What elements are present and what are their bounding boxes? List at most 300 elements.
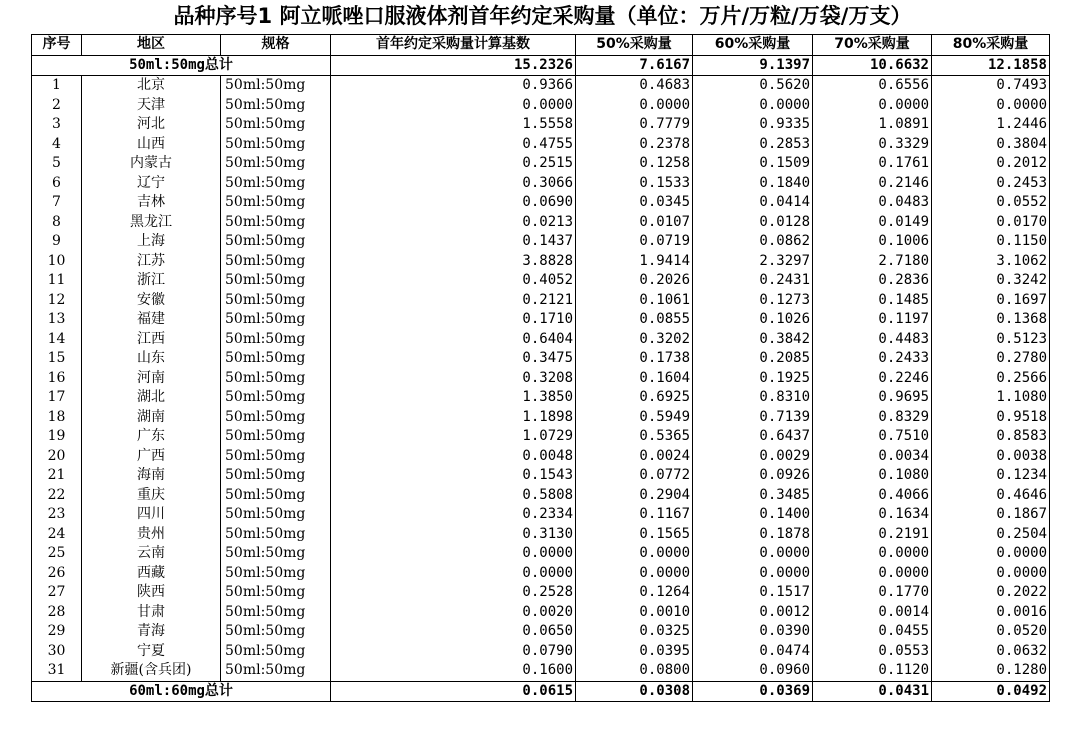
value-cell: 0.1006 <box>813 232 932 252</box>
header-cell: 70%采购量 <box>813 35 932 56</box>
value-cell: 0.2853 <box>693 135 813 155</box>
region-cell: 海南 <box>82 466 221 486</box>
row-number: 20 <box>32 447 82 467</box>
value-cell: 1.2446 <box>932 115 1050 135</box>
subtotal-value: 12.1858 <box>932 55 1050 76</box>
row-number: 13 <box>32 310 82 330</box>
value-cell: 0.0632 <box>932 642 1050 662</box>
value-cell: 0.7493 <box>932 76 1050 96</box>
value-cell: 0.0772 <box>576 466 693 486</box>
value-cell: 0.1517 <box>693 583 813 603</box>
value-cell: 0.1150 <box>932 232 1050 252</box>
row-number: 7 <box>32 193 82 213</box>
region-cell: 重庆 <box>82 486 221 506</box>
value-cell: 0.1925 <box>693 369 813 389</box>
spec-cell: 50ml:50mg <box>221 388 331 408</box>
value-cell: 0.2528 <box>331 583 576 603</box>
value-cell: 1.9414 <box>576 252 693 272</box>
value-cell: 0.4483 <box>813 330 932 350</box>
row-number: 14 <box>32 330 82 350</box>
value-cell: 0.4683 <box>576 76 693 96</box>
table-row <box>32 96 1050 116</box>
value-cell: 0.4755 <box>331 135 576 155</box>
value-cell: 0.0553 <box>813 642 932 662</box>
value-cell: 0.0926 <box>693 466 813 486</box>
value-cell: 3.1062 <box>932 252 1050 272</box>
value-cell: 0.1533 <box>576 174 693 194</box>
table-row <box>32 369 1050 389</box>
header-cell: 规格 <box>221 35 331 56</box>
value-cell: 0.1080 <box>813 466 932 486</box>
value-cell: 0.3208 <box>331 369 576 389</box>
row-number: 26 <box>32 564 82 584</box>
subtotal-row <box>32 681 1050 702</box>
value-cell: 0.0455 <box>813 622 932 642</box>
region-cell: 江苏 <box>82 252 221 272</box>
value-cell: 0.6404 <box>331 330 576 350</box>
subtotal-value: 15.2326 <box>331 55 576 76</box>
procurement-table <box>31 34 1050 702</box>
row-number: 8 <box>32 213 82 233</box>
value-cell: 0.0000 <box>813 564 932 584</box>
header-cell: 地区 <box>82 35 221 56</box>
value-cell: 0.0000 <box>576 96 693 116</box>
row-number: 24 <box>32 525 82 545</box>
value-cell: 0.0960 <box>693 661 813 681</box>
value-cell: 0.0719 <box>576 232 693 252</box>
value-cell: 1.0729 <box>331 427 576 447</box>
table-row <box>32 174 1050 194</box>
value-cell: 0.7139 <box>693 408 813 428</box>
row-number: 23 <box>32 505 82 525</box>
subtotal-value: 0.0615 <box>331 681 576 702</box>
spec-cell: 50ml:50mg <box>221 505 331 525</box>
value-cell: 0.0213 <box>331 213 576 233</box>
value-cell: 0.0012 <box>693 603 813 623</box>
value-cell: 0.8583 <box>932 427 1050 447</box>
spec-cell: 50ml:50mg <box>221 408 331 428</box>
value-cell: 0.3066 <box>331 174 576 194</box>
spec-cell: 50ml:50mg <box>221 232 331 252</box>
value-cell: 0.2121 <box>331 291 576 311</box>
value-cell: 0.1258 <box>576 154 693 174</box>
table-row <box>32 271 1050 291</box>
region-cell: 浙江 <box>82 271 221 291</box>
region-cell: 宁夏 <box>82 642 221 662</box>
region-cell: 山西 <box>82 135 221 155</box>
value-cell: 0.3485 <box>693 486 813 506</box>
value-cell: 0.9518 <box>932 408 1050 428</box>
header-row <box>32 35 1050 56</box>
row-number: 18 <box>32 408 82 428</box>
spec-cell: 50ml:50mg <box>221 252 331 272</box>
table-row <box>32 349 1050 369</box>
value-cell: 0.0048 <box>331 447 576 467</box>
row-number: 1 <box>32 76 82 96</box>
spec-cell: 50ml:50mg <box>221 642 331 662</box>
subtotal-row <box>32 55 1050 76</box>
value-cell: 0.0000 <box>331 544 576 564</box>
value-cell: 0.1738 <box>576 349 693 369</box>
value-cell: 0.3242 <box>932 271 1050 291</box>
value-cell: 0.8310 <box>693 388 813 408</box>
value-cell: 0.1167 <box>576 505 693 525</box>
region-cell: 湖南 <box>82 408 221 428</box>
value-cell: 0.6925 <box>576 388 693 408</box>
value-cell: 0.1600 <box>331 661 576 681</box>
value-cell: 0.2334 <box>331 505 576 525</box>
region-cell: 吉林 <box>82 193 221 213</box>
spec-cell: 50ml:50mg <box>221 603 331 623</box>
value-cell: 0.0000 <box>576 564 693 584</box>
value-cell: 0.5620 <box>693 76 813 96</box>
row-number: 4 <box>32 135 82 155</box>
row-number: 17 <box>32 388 82 408</box>
region-cell: 广东 <box>82 427 221 447</box>
region-cell: 广西 <box>82 447 221 467</box>
value-cell: 0.0000 <box>576 544 693 564</box>
table-row <box>32 232 1050 252</box>
value-cell: 0.3804 <box>932 135 1050 155</box>
table-row <box>32 525 1050 545</box>
value-cell: 0.2515 <box>331 154 576 174</box>
value-cell: 0.0000 <box>932 96 1050 116</box>
value-cell: 0.1061 <box>576 291 693 311</box>
value-cell: 0.9695 <box>813 388 932 408</box>
value-cell: 0.0000 <box>331 96 576 116</box>
value-cell: 0.1026 <box>693 310 813 330</box>
value-cell: 0.7510 <box>813 427 932 447</box>
value-cell: 0.3329 <box>813 135 932 155</box>
spec-cell: 50ml:50mg <box>221 661 331 681</box>
value-cell: 0.0855 <box>576 310 693 330</box>
value-cell: 0.2566 <box>932 369 1050 389</box>
value-cell: 0.0010 <box>576 603 693 623</box>
subtotal-label: 50ml:50mg总计 <box>32 55 331 76</box>
table-row <box>32 388 1050 408</box>
value-cell: 0.1400 <box>693 505 813 525</box>
value-cell: 0.0390 <box>693 622 813 642</box>
spec-cell: 50ml:50mg <box>221 427 331 447</box>
value-cell: 0.0000 <box>932 564 1050 584</box>
spec-cell: 50ml:50mg <box>221 115 331 135</box>
value-cell: 0.2433 <box>813 349 932 369</box>
row-number: 9 <box>32 232 82 252</box>
value-cell: 0.0000 <box>932 544 1050 564</box>
table-row <box>32 642 1050 662</box>
table-row <box>32 544 1050 564</box>
row-number: 10 <box>32 252 82 272</box>
value-cell: 1.1898 <box>331 408 576 428</box>
value-cell: 0.3202 <box>576 330 693 350</box>
region-cell: 内蒙古 <box>82 154 221 174</box>
value-cell: 0.0650 <box>331 622 576 642</box>
value-cell: 0.1770 <box>813 583 932 603</box>
table-row <box>32 661 1050 681</box>
region-cell: 四川 <box>82 505 221 525</box>
value-cell: 0.1867 <box>932 505 1050 525</box>
value-cell: 0.0034 <box>813 447 932 467</box>
value-cell: 0.1197 <box>813 310 932 330</box>
table-row <box>32 622 1050 642</box>
row-number: 12 <box>32 291 82 311</box>
spec-cell: 50ml:50mg <box>221 622 331 642</box>
value-cell: 0.0016 <box>932 603 1050 623</box>
subtotal-value: 0.0431 <box>813 681 932 702</box>
row-number: 3 <box>32 115 82 135</box>
region-cell: 西藏 <box>82 564 221 584</box>
region-cell: 安徽 <box>82 291 221 311</box>
row-number: 22 <box>32 486 82 506</box>
value-cell: 0.0020 <box>331 603 576 623</box>
header-cell: 50%采购量 <box>576 35 693 56</box>
value-cell: 0.2246 <box>813 369 932 389</box>
value-cell: 0.4646 <box>932 486 1050 506</box>
subtotal-value: 7.6167 <box>576 55 693 76</box>
value-cell: 0.1280 <box>932 661 1050 681</box>
value-cell: 0.0790 <box>331 642 576 662</box>
value-cell: 0.0800 <box>576 661 693 681</box>
region-cell: 贵州 <box>82 525 221 545</box>
region-cell: 上海 <box>82 232 221 252</box>
region-cell: 北京 <box>82 76 221 96</box>
table-row <box>32 486 1050 506</box>
subtotal-value: 0.0369 <box>693 681 813 702</box>
value-cell: 0.2022 <box>932 583 1050 603</box>
spec-cell: 50ml:50mg <box>221 330 331 350</box>
value-cell: 0.2085 <box>693 349 813 369</box>
value-cell: 0.9335 <box>693 115 813 135</box>
value-cell: 1.1080 <box>932 388 1050 408</box>
table-row <box>32 330 1050 350</box>
value-cell: 0.2026 <box>576 271 693 291</box>
region-cell: 青海 <box>82 622 221 642</box>
value-cell: 0.9366 <box>331 76 576 96</box>
value-cell: 0.4052 <box>331 271 576 291</box>
value-cell: 1.3850 <box>331 388 576 408</box>
value-cell: 0.0014 <box>813 603 932 623</box>
value-cell: 0.0000 <box>813 544 932 564</box>
spec-cell: 50ml:50mg <box>221 525 331 545</box>
region-cell: 天津 <box>82 96 221 116</box>
value-cell: 0.0325 <box>576 622 693 642</box>
table-row <box>32 427 1050 447</box>
value-cell: 0.1485 <box>813 291 932 311</box>
value-cell: 0.2191 <box>813 525 932 545</box>
row-number: 6 <box>32 174 82 194</box>
row-number: 5 <box>32 154 82 174</box>
spec-cell: 50ml:50mg <box>221 564 331 584</box>
value-cell: 0.0000 <box>813 96 932 116</box>
value-cell: 0.3842 <box>693 330 813 350</box>
value-cell: 0.1565 <box>576 525 693 545</box>
row-number: 30 <box>32 642 82 662</box>
value-cell: 0.1634 <box>813 505 932 525</box>
spec-cell: 50ml:50mg <box>221 271 331 291</box>
value-cell: 0.0474 <box>693 642 813 662</box>
table-row <box>32 193 1050 213</box>
table-row <box>32 115 1050 135</box>
value-cell: 0.0029 <box>693 447 813 467</box>
value-cell: 0.0000 <box>693 564 813 584</box>
value-cell: 0.0414 <box>693 193 813 213</box>
subtotal-value: 0.0492 <box>932 681 1050 702</box>
header-cell: 80%采购量 <box>932 35 1050 56</box>
value-cell: 0.0690 <box>331 193 576 213</box>
subtotal-value: 10.6632 <box>813 55 932 76</box>
value-cell: 0.2431 <box>693 271 813 291</box>
value-cell: 0.5808 <box>331 486 576 506</box>
table-row <box>32 505 1050 525</box>
region-cell: 河南 <box>82 369 221 389</box>
header-cell: 序号 <box>32 35 82 56</box>
spec-cell: 50ml:50mg <box>221 154 331 174</box>
spec-cell: 50ml:50mg <box>221 369 331 389</box>
spec-cell: 50ml:50mg <box>221 174 331 194</box>
table-row <box>32 135 1050 155</box>
value-cell: 2.7180 <box>813 252 932 272</box>
value-cell: 0.6556 <box>813 76 932 96</box>
value-cell: 0.1543 <box>331 466 576 486</box>
spec-cell: 50ml:50mg <box>221 96 331 116</box>
spec-cell: 50ml:50mg <box>221 544 331 564</box>
row-number: 28 <box>32 603 82 623</box>
region-cell: 新疆(含兵团) <box>82 661 221 681</box>
subtotal-value: 0.0308 <box>576 681 693 702</box>
header-cell: 首年约定采购量计算基数 <box>331 35 576 56</box>
table-row <box>32 466 1050 486</box>
row-number: 2 <box>32 96 82 116</box>
table-row <box>32 408 1050 428</box>
region-cell: 福建 <box>82 310 221 330</box>
page-title: 品种序号1 阿立哌唑口服液体剂首年约定采购量（单位：万片/万粒/万袋/万支） <box>173 4 912 28</box>
region-cell: 江西 <box>82 330 221 350</box>
value-cell: 1.0891 <box>813 115 932 135</box>
value-cell: 0.1437 <box>331 232 576 252</box>
value-cell: 0.3475 <box>331 349 576 369</box>
value-cell: 0.1878 <box>693 525 813 545</box>
header-cell: 60%采购量 <box>693 35 813 56</box>
spec-cell: 50ml:50mg <box>221 310 331 330</box>
value-cell: 0.0552 <box>932 193 1050 213</box>
table-row <box>32 447 1050 467</box>
value-cell: 0.1234 <box>932 466 1050 486</box>
subtotal-label: 60ml:60mg总计 <box>32 681 331 702</box>
value-cell: 0.1697 <box>932 291 1050 311</box>
value-cell: 0.0000 <box>693 96 813 116</box>
region-cell: 湖北 <box>82 388 221 408</box>
spec-cell: 50ml:50mg <box>221 193 331 213</box>
table-row <box>32 310 1050 330</box>
value-cell: 0.5365 <box>576 427 693 447</box>
table-row <box>32 603 1050 623</box>
value-cell: 0.8329 <box>813 408 932 428</box>
value-cell: 0.1604 <box>576 369 693 389</box>
spec-cell: 50ml:50mg <box>221 486 331 506</box>
value-cell: 0.1509 <box>693 154 813 174</box>
value-cell: 0.1710 <box>331 310 576 330</box>
table-row <box>32 291 1050 311</box>
value-cell: 0.1761 <box>813 154 932 174</box>
value-cell: 0.0149 <box>813 213 932 233</box>
spec-cell: 50ml:50mg <box>221 466 331 486</box>
value-cell: 0.2453 <box>932 174 1050 194</box>
region-cell: 甘肃 <box>82 603 221 623</box>
spec-cell: 50ml:50mg <box>221 349 331 369</box>
value-cell: 0.0128 <box>693 213 813 233</box>
row-number: 15 <box>32 349 82 369</box>
value-cell: 0.0520 <box>932 622 1050 642</box>
value-cell: 0.2012 <box>932 154 1050 174</box>
value-cell: 0.5949 <box>576 408 693 428</box>
row-number: 21 <box>32 466 82 486</box>
table-row <box>32 213 1050 233</box>
value-cell: 0.1368 <box>932 310 1050 330</box>
table-row <box>32 583 1050 603</box>
value-cell: 0.1840 <box>693 174 813 194</box>
table-row <box>32 252 1050 272</box>
value-cell: 0.5123 <box>932 330 1050 350</box>
row-number: 31 <box>32 661 82 681</box>
region-cell: 河北 <box>82 115 221 135</box>
region-cell: 陕西 <box>82 583 221 603</box>
value-cell: 0.0107 <box>576 213 693 233</box>
value-cell: 1.5558 <box>331 115 576 135</box>
table-row <box>32 564 1050 584</box>
spec-cell: 50ml:50mg <box>221 447 331 467</box>
region-cell: 黑龙江 <box>82 213 221 233</box>
region-cell: 山东 <box>82 349 221 369</box>
value-cell: 0.0345 <box>576 193 693 213</box>
value-cell: 0.0024 <box>576 447 693 467</box>
value-cell: 0.1120 <box>813 661 932 681</box>
spec-cell: 50ml:50mg <box>221 135 331 155</box>
value-cell: 0.1273 <box>693 291 813 311</box>
row-number: 16 <box>32 369 82 389</box>
value-cell: 0.1264 <box>576 583 693 603</box>
spec-cell: 50ml:50mg <box>221 291 331 311</box>
value-cell: 0.4066 <box>813 486 932 506</box>
row-number: 11 <box>32 271 82 291</box>
value-cell: 0.2780 <box>932 349 1050 369</box>
value-cell: 0.2504 <box>932 525 1050 545</box>
value-cell: 0.0170 <box>932 213 1050 233</box>
spec-cell: 50ml:50mg <box>221 213 331 233</box>
table-row <box>32 154 1050 174</box>
value-cell: 0.2836 <box>813 271 932 291</box>
value-cell: 3.8828 <box>331 252 576 272</box>
subtotal-value: 9.1397 <box>693 55 813 76</box>
region-cell: 云南 <box>82 544 221 564</box>
value-cell: 0.3130 <box>331 525 576 545</box>
value-cell: 0.0483 <box>813 193 932 213</box>
value-cell: 0.6437 <box>693 427 813 447</box>
row-number: 29 <box>32 622 82 642</box>
value-cell: 0.2904 <box>576 486 693 506</box>
value-cell: 0.2378 <box>576 135 693 155</box>
spec-cell: 50ml:50mg <box>221 583 331 603</box>
value-cell: 0.0000 <box>693 544 813 564</box>
value-cell: 0.0862 <box>693 232 813 252</box>
row-number: 25 <box>32 544 82 564</box>
value-cell: 0.0395 <box>576 642 693 662</box>
table-row <box>32 76 1050 96</box>
region-cell: 辽宁 <box>82 174 221 194</box>
value-cell: 0.0038 <box>932 447 1050 467</box>
value-cell: 0.7779 <box>576 115 693 135</box>
value-cell: 2.3297 <box>693 252 813 272</box>
row-number: 27 <box>32 583 82 603</box>
